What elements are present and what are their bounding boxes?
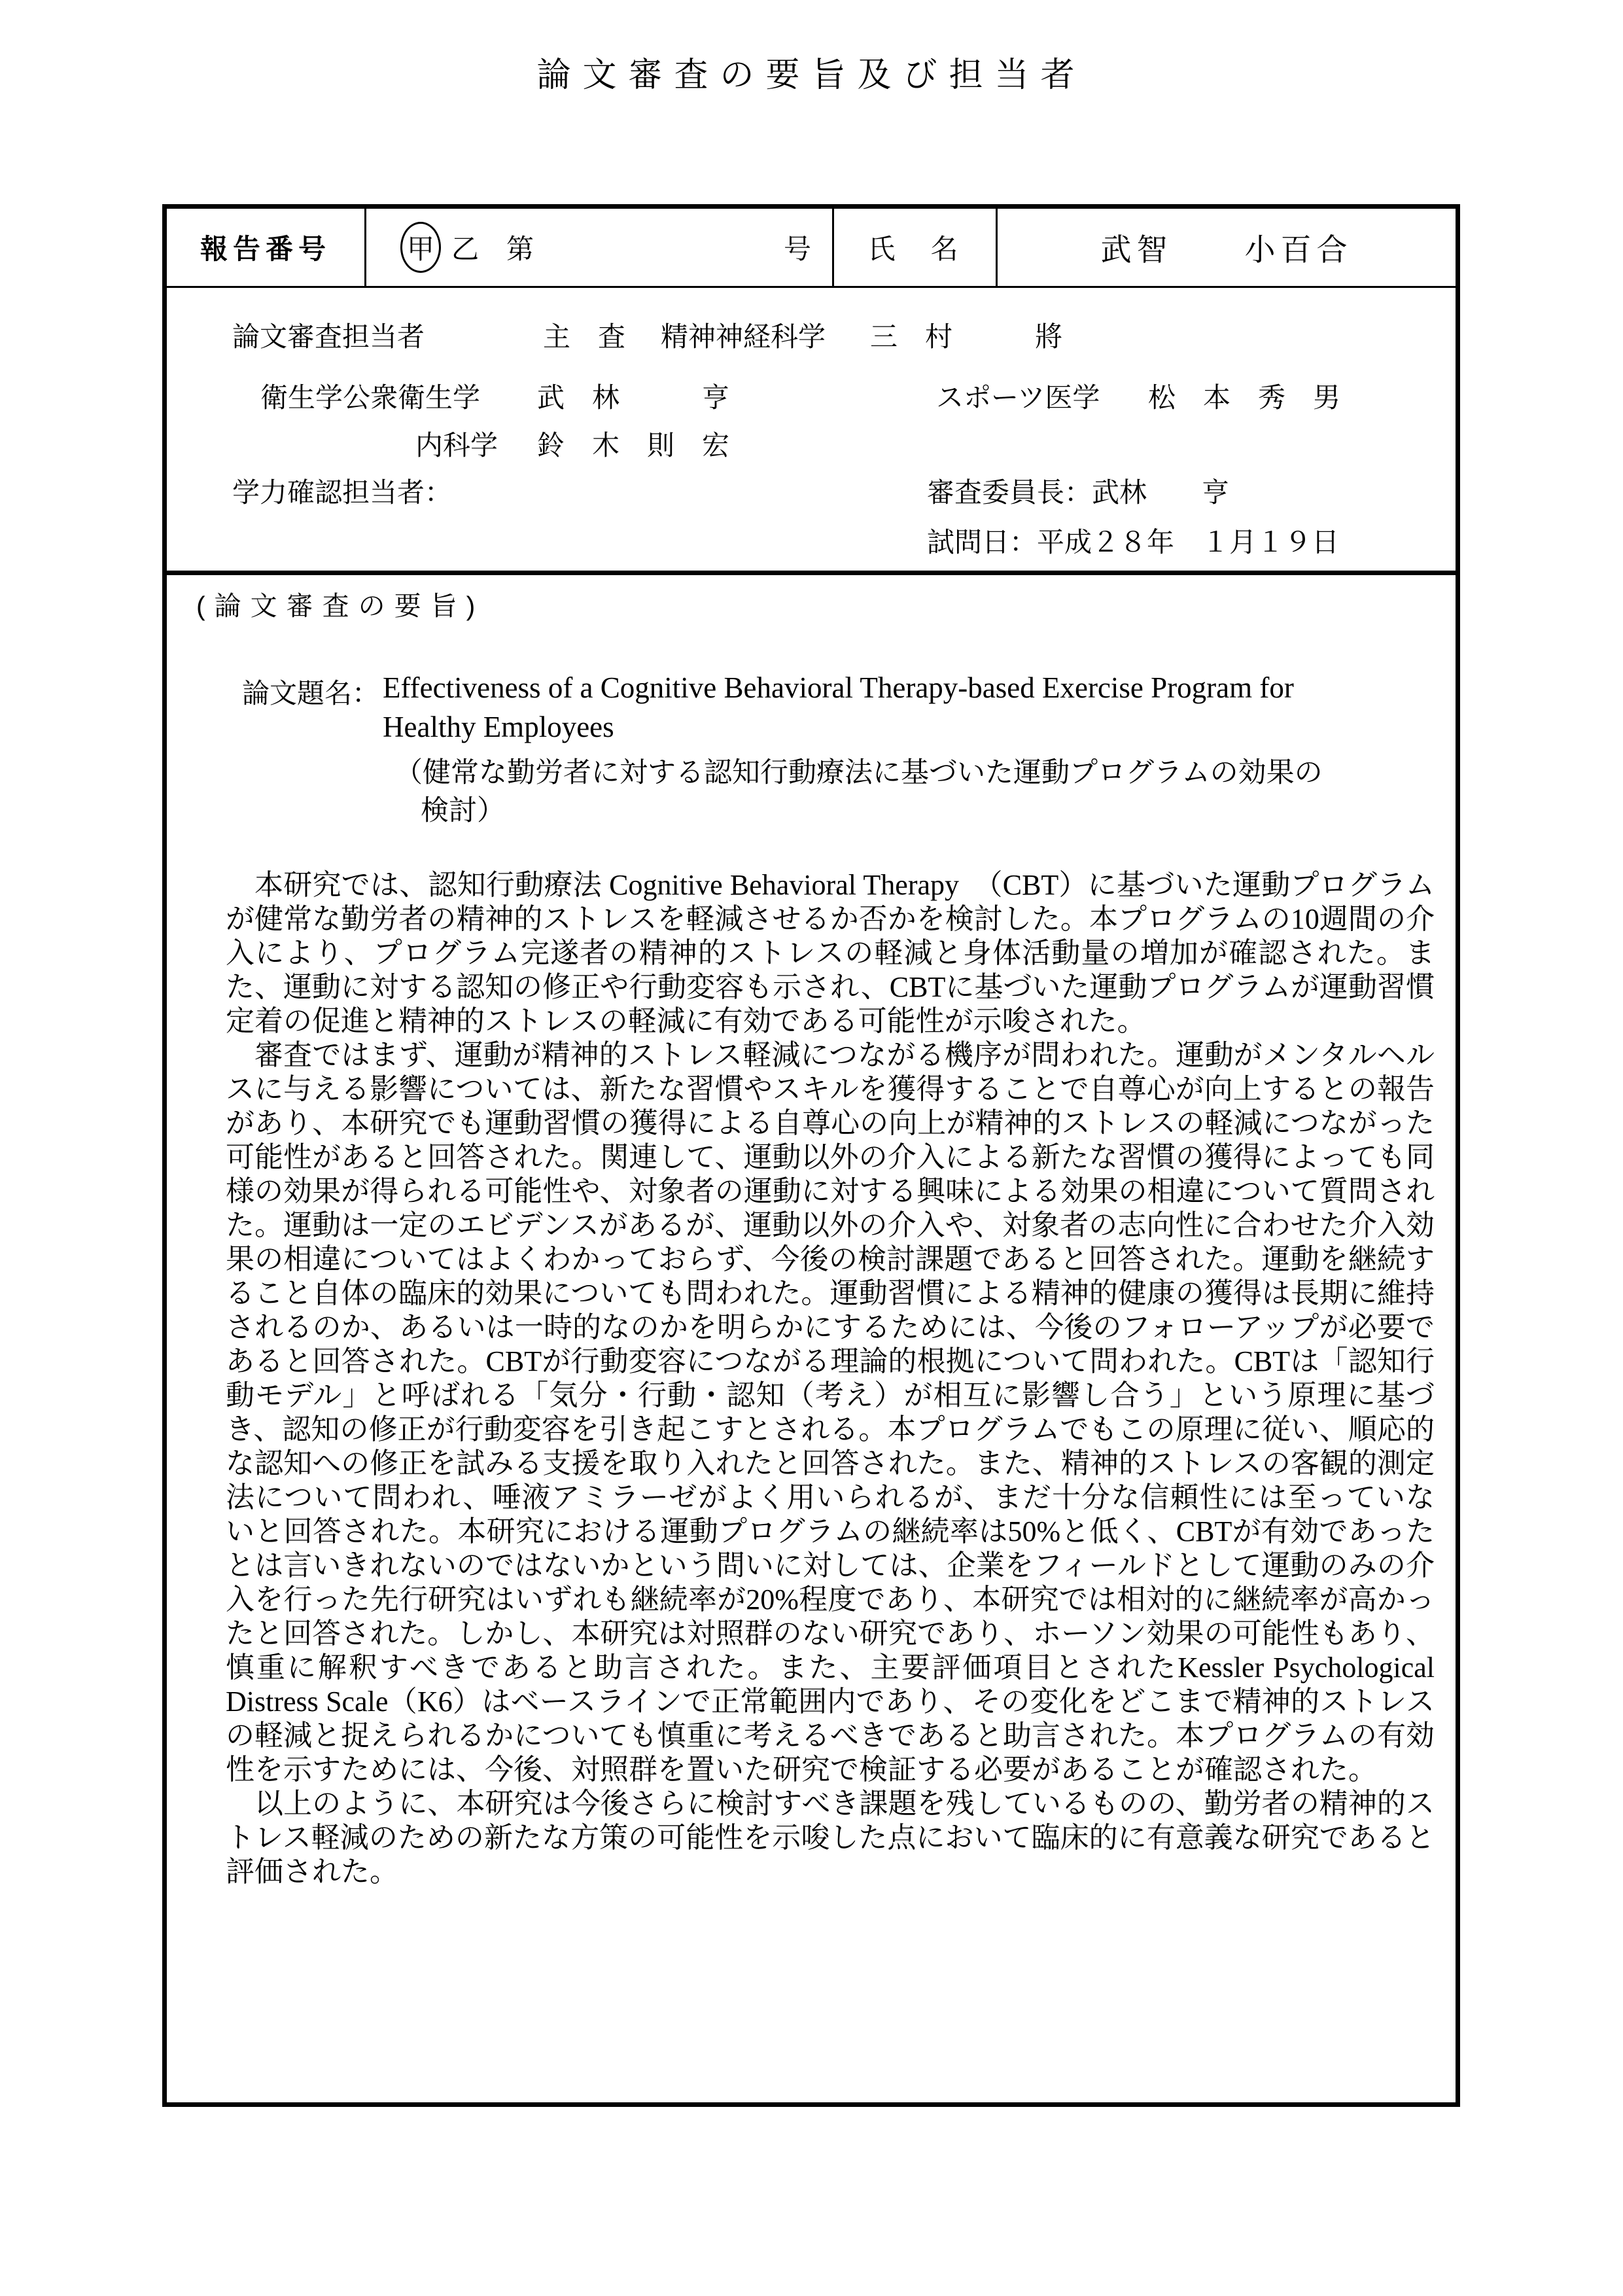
academic-check-label: 学力確認担当者： [232, 478, 453, 508]
thesis-title-ja-line1: （健常な勤労者に対する認知行動療法に基づいた運動プログラムの効果の [394, 758, 1323, 788]
thesis-title-label: 論文題名： [242, 679, 380, 709]
otsu-dai-text: 乙 第 [451, 235, 534, 265]
member1-name: 武 林 亨 [537, 383, 730, 414]
kou-circled-mark: 甲 [400, 222, 441, 273]
summary-section [167, 575, 1456, 2102]
page-title: 論文審査の要旨及び担当者 [536, 57, 1087, 94]
review-chair-line: 審査委員長：武林 亨 [927, 478, 1230, 508]
name-value: 武智 小百合 [1100, 233, 1353, 268]
body-paragraph: 審査ではまず、運動が精神的ストレス軽減につながる機序が問われた。運動がメンタルヘルスに与える影響については、新たな習慣やスキルを獲得することで自尊心が向上するとの報告があり、本研究でも運動習慣の獲得による自尊心の向上が精神的ストレスの軽減につながった可能性があると回答された。関連して、運動以外の介入による新たな習慣の獲得によっても同様の効果が得られる可能性や、対象者の運動に対する興味による効果の相違について質問された。運動は一定のエビデンスがあるが、運動以外の介入や、対象者の志向性に合わせた介入効果の相違についてはよくわかっておらず、今後の検討課題であると回答された。運動を継続すること自体の臨床的効果についても問われた。運動習慣による精神的健康の獲得は長期に維持されるのか、あるいは一時的なのかを明らかにするためには、今後のフォローアップが必要であると回答された。CBTが行動変容につながる理論的根拠について問われた。CBTは「認知行動モデル」と呼ばれる「気分・行動・認知（考え）が相互に影響し合う」という原理に基づき、認知の修正が行動変容を引き起こすとされる。本プログラムでもこの原理に従い、順応的な認知への修正を試みる支援を取り入れたと回答された。また、精神的ストレスの客観的測定法について問われ、唾液アミラーゼがよく用いられるが、まだ十分な信頼性には至っていないと回答された。本研究における運動プログラムの継続率は50%と低く、CBTが有効であったとは言いきれないのではないかという問いに対しては、企業をフィールドとして運動のみの介入を行った先行研究はいずれも継続率が20%程度であり、本研究では相対的に継続率が高かったと回答された。しかし、本研究は対照群のない研究であり、ホーソン効果の可能性もあり、慎重に解釈すべきであると助言された。また、主要評価項目とされたKessler Psychological Distress Scale（K6）はベースラインで正常範囲内であり、その変化をどこまで精神的ストレスの軽減と捉えられるかについても慎重に考えるべきであると助言された。本プログラムの有効性を示すためには、今後、対照群を置いた研究で検証する必要があることが確認された。 [226, 1039, 1435, 1786]
committee-section [167, 288, 1456, 575]
name-label: 氏 名 [834, 209, 998, 286]
thesis-title-ja-line2: 検討） [421, 796, 505, 826]
examiners-label: 論文審査担当者 [232, 323, 425, 353]
body-paragraph: 本研究では、認知行動療法 Cognitive Behavioral Therapy （CBT）に基づいた運動プログラムが健常な勤労者の精神的ストレスを軽減させるか否かを検討した。本プログラムの10週間の介入により、プログラム完遂者の精神的ストレスの軽減と身体活動量の増加が確認された。また、運動に対する認知の修正や行動変容も示され、CBTに基づいた運動プログラムが運動習慣定着の促進と精神的ストレスの軽減に有効である可能性が示唆された。 [226, 869, 1435, 1037]
chief-examiner-dept: 精神神経科学 [661, 323, 826, 353]
member3-dept: 内科学 [415, 431, 498, 461]
member2-dept: スポーツ医学 [936, 383, 1100, 414]
thesis-title-en-line1: Effectiveness of a Cognitive Behavioral Therapy-based Exercise Program for [383, 671, 1294, 704]
chief-examiner-role: 主 査 [543, 323, 626, 353]
thesis-title-en-line2: Healthy Employees [383, 711, 614, 743]
member1-dept: 衛生学公衆衛生学 [260, 383, 481, 414]
member3-name: 鈴 木 則 宏 [537, 431, 730, 461]
review-body [226, 868, 1435, 1889]
report-number-value [366, 209, 834, 286]
summary-heading: (論文審査の要旨) [196, 591, 485, 621]
report-number-row [167, 209, 1456, 288]
report-number-label: 報告番号 [167, 209, 366, 286]
gou-unit: 号 [783, 235, 811, 265]
exam-date-line: 試問日：平成２８年 １月１９日 [927, 528, 1340, 558]
report-frame [162, 204, 1460, 2107]
body-paragraph: 以上のように、本研究は今後さらに検討すべき課題を残しているものの、勤労者の精神的ストレス軽減のための新たな方策の可能性を示唆した点において臨床的に有意義な研究であると評価された。 [226, 1788, 1435, 1888]
member2-name: 松 本 秀 男 [1148, 383, 1341, 414]
chief-examiner-name: 三 村 將 [870, 323, 1063, 353]
